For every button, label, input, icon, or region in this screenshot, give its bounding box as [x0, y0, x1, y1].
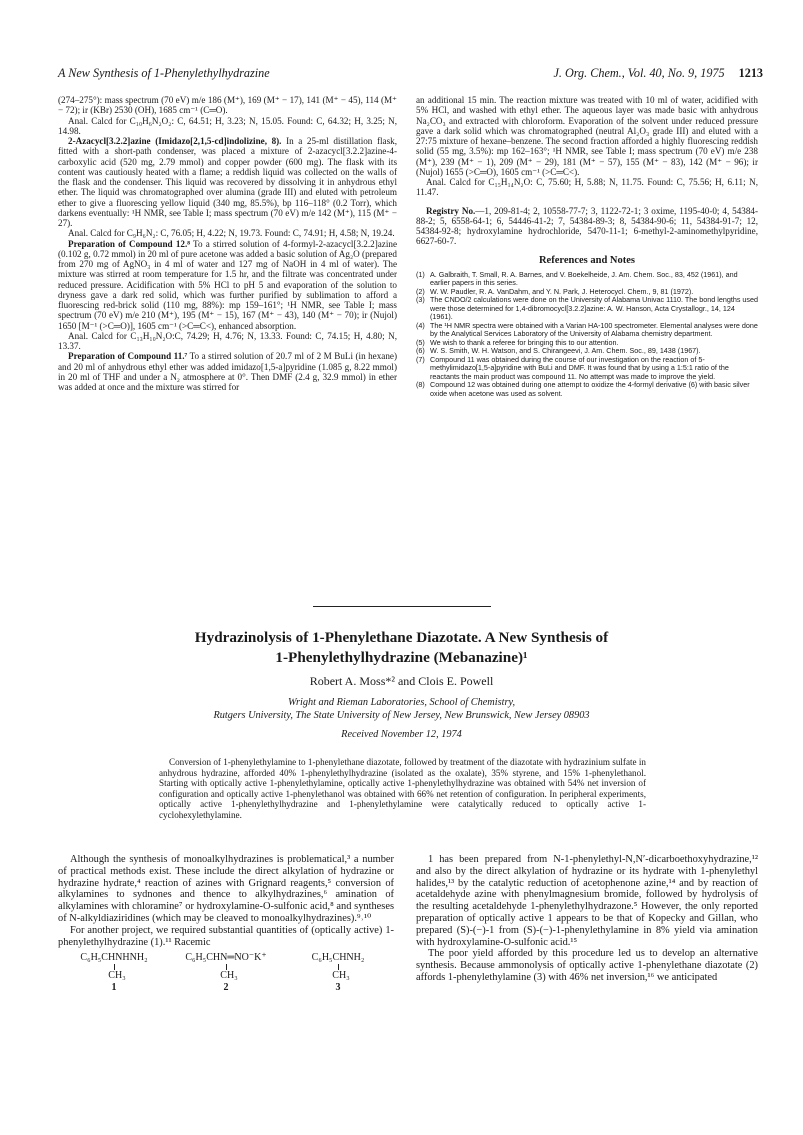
structure-2 [178, 952, 274, 994]
reference-item [416, 322, 758, 339]
reference-number: (3) [416, 295, 425, 305]
reference-number: (4) [416, 320, 425, 330]
reference-number: (2) [416, 286, 425, 296]
abstract: Conversion of 1-phenylethylamine to 1-phenylethane diazotate, followed by treatment of the diazotate with hydrazinium sulfate in anhydrous hydrazine, afforded 40% 1-phenylethylhydrazine (isolated as the oxalate), 35% styrene, and 15% 1-phenylethanol. Starting with optically active 1-phenylethylamine, optically active 1-phenylethylhydrazine was obtained with 54% net inversion of configuration and optically active 1-phenylethanol was obtained with 66% net retention of configuration. In peripheral experiments, optically active 1-phenylethylhydrazine and 1-phenylethylamine were catalytically reduced to optically active 1-cyclohexylethylamine. [159, 757, 646, 820]
methyl-group: CH₃ [108, 970, 126, 982]
reference-number: (1) [416, 269, 425, 279]
reference-text: Compound 12 was obtained during one attempt to oxidize the 4-formyl derivative (6) with basic silver oxide when acetone was used as solvent. [430, 380, 750, 398]
paragraph: Anal. Calcd for C₉H₆N₂: C, 76.05; H, 4.22; N, 19.73. Found: C, 74.91; H, 4.58; N, 19.24. [68, 228, 395, 239]
reference-text: A. Galbraith, T. Small, R. A. Barnes, and V. Boekelheide, J. Am. Chem. Soc., 83, 452 (1961), and earlier papers in this series. [430, 269, 738, 288]
body-left-column [58, 854, 394, 994]
structure-3 [290, 952, 386, 994]
references-list [416, 271, 758, 399]
reference-text: The CNDO/2 calculations were done on the University of Alabama Univac 1110. The bond lengths used were those determined for 1,4-dibromocycl[3.2.2]azine: A. W. Hanson, Acta Crystallogr., 14, 124 (1961). [430, 295, 759, 322]
registry-text: —1, 209-81-4; 2, 10558-77-7; 3, 1122-72-1; 3 oxime, 1195-40-0; 4, 54384-88-2; 5, 6558-64-1; 6, 54446-41-2; 7, 54384-89-3; 8, 54384-90-6; 11, 54384-91-7; 12, 54384-92-8; hydroxylamine hydrochloride, 5470-11-1; 6-methyl-2-aminomethylpyridine, 6627-60-7. [416, 205, 758, 247]
authors: Robert A. Moss*² and Clois E. Powell [309, 674, 494, 688]
compound-number: 3 [335, 982, 341, 994]
paragraph-text: In a 25-ml distillation flask, fitted with a short-path condenser, was placed a mixture of 2-azacycl[3.2.2]azine-4-carboxylic acid (520 mg, 2.79 mmol) and copper powder (600 mg). The flask with its content was cautiously heated with a flame; a reddish liquid was collected on the walls of the flask and the condenser. This liquid was recovered by dissolving it in anhydrous ethyl ether. The liquid was chromatographed over alumina (grade III) and eluted with petroleum ether to give a fluorescing yellow liquid (340 mg, 85.5%), bp 116–118° (0.2 Torr), which darkens eventually: ¹H NMR, see Table I; mass spectrum (70 eV) m/e 142 (M⁺), 115 (M⁺ − 27). [58, 136, 397, 228]
paragraph: an additional 15 min. The reaction mixture was treated with 10 ml of water, acidified with 5% HCl, and washed with ethyl ether. The aqueous layer was made basic with anhydrous Na₂CO₃ and extracted with chloroform. Evaporation of the solvent under reduced pressure gave a dark solid which was chromatographed (neutral Al₂O₃ grade III) and eluted with a 27:75 mixture of hexane–benzene. The second fraction afforded a highly fluorescing reddish solid (55 mg, 3.5%): mp 162–163°; ¹H NMR, see Table I; mass spectrum (70 eV) m/e 238 (M⁺), 239 (M⁺ − 1), 209 (M⁺ − 29), 181 (M⁺ − 57), 155 (M⁺ − 83), 142 (M⁺ − 96); ir (Nujol) 1655 (>C═O), 1605 cm⁻¹ (>C═C<). [416, 95, 758, 177]
paragraph: Although the synthesis of monoalkylhydrazines is problematical,³ a number of practical methods exist. These include the direct alkylation of hydrazine or hydrazine hydrate,⁴ reaction of azines with Grignard reagents,⁵ conversion of alkylamines to sydnones and thence to alkylhydrazines,⁶ amination of alkylamines with chloramine⁷ or hydroxylamine-O-sulfonic acid,⁸ and syntheses of N-alkyldiaziridines (which may be cleaved to monoalkylhydrazines).⁹˒¹⁰ [58, 854, 394, 924]
paragraph [58, 351, 397, 392]
paragraph [58, 239, 397, 331]
paragraph: 1 has been prepared from N-1-phenylethyl-N,N′-dicarboethoxyhydrazine,¹² and also by the direct alkylation of hydrazine or its hydrate with 1-phenylethyl halides,¹³ by the catalytic reduction of acetophenone azine,¹⁴ and by reaction of acetaldehyde azine with phenylmagnesium bromide, followed by hydrolysis of the resulting acetaldehyde 1-phenylethylhydrazone.⁵ However, the only reported preparation of optically active 1 appears to be that of Kopecky and Gillan, who prepared (S)-(−)-1 from (S)-(−)-1-phenylethylamine in 8% yield via amination with hydroxylamine-O-sulfonic acid.¹⁵ [416, 854, 758, 948]
chemical-structures [58, 952, 394, 994]
reference-number: (5) [416, 337, 425, 347]
structure-1 [66, 952, 162, 994]
structure-formula: C₆H₅CHNH₂ [311, 952, 365, 964]
journal-citation: J. Org. Chem., Vol. 40, No. 9, 1975 [553, 66, 725, 80]
paragraph: Anal. Calcd for C₁₃H₁₀N₂O:C, 74.29; H, 4.76; N, 13.33. Found: C, 74.15; H, 4.80; N, 13.37. [58, 330, 397, 351]
reference-number: (6) [416, 346, 425, 356]
paragraph: For another project, we required substantial quantities of (optically active) 1-phenylethylhydrazine (1).¹¹ Racemic [58, 924, 394, 948]
paragraph: (274–275°): mass spectrum (70 eV) m/e 186 (M⁺), 169 (M⁺ − 17), 141 (M⁺ − 45), 114 (M⁺ − 72); ir (KBr) 2530 (OH), 1685 cm⁻¹ (C═O). [58, 95, 397, 116]
compound-number: 1 [111, 982, 117, 994]
methyl-group: CH₃ [220, 970, 238, 982]
reference-text: W. S. Smith, W. H. Watson, and S. Chirangeevi, J. Am. Chem. Soc., 89, 1438 (1967). [430, 346, 701, 356]
reference-text: We wish to thank a referee for bringing this to our attention. [430, 337, 619, 347]
reference-item [416, 356, 758, 382]
section-heading: Preparation of Compound 12.⁸ [68, 238, 190, 249]
structure-formula: C₆H₅CHN═NO⁻K⁺ [185, 952, 267, 964]
paragraph: Anal. Calcd for C₁₅H₁₄N₂O: C, 75.60; H, 5.88; N, 11.75. Found: C, 75.56; H, 6.11; N, 11.47. [416, 177, 758, 198]
article-title [100, 628, 703, 668]
compound-number: 2 [223, 982, 229, 994]
paragraph-text: To a stirred solution of 4-formyl-2-azacycl[3.2.2]azine (0.102 g, 0.72 mmol) in 20 ml of pure acetone was added a basic solution of Ag₂O (prepared from 270 mg of AgNO₃ in 4 ml of water and 127 mg of NaOH in 4 ml of water). The mixture was stirred at room temperature for 1.5 hr, and the filtrate was concentrated under reduced pressure. Acidification with 5% HCl to pH 5 and evaporation of the solution to dryness gave a dark red solid, which was further purified by sublimation to afford a fluorescing red-brick solid (110 mg, 88%): mp 159–161°; ¹H NMR, see Table I; mass spectrum (70 eV) m/e 210 (M⁺), 195 (M⁺ − 15), 167 (M⁺ − 43), 140 (M⁺ − 70); ir (Nujol) 1650 [M⁻¹ (>C═O)], 1605 cm⁻¹ (>C═C<), enhanced absorption. [58, 238, 397, 331]
section-divider [313, 606, 491, 607]
paragraph [58, 136, 397, 228]
section-heading: 2-Azacycl[3.2.2]azine (Imidazo[2,1,5-cd]indolizine, 8). [68, 136, 282, 146]
references-heading: References and Notes [538, 254, 636, 266]
running-head [58, 66, 763, 82]
reference-text: Compound 11 was obtained during the course of our investigation on the reaction of 5-methylimidazo[1,5-a]pyridine with BuLi and DMF. It was found that by using a 1:5:1 ratio of the reactants the main product was compound 11. No attempt was made to improve the yield. [430, 354, 729, 381]
structure-formula: C₆H₅CHNHNH₂ [80, 952, 148, 964]
title-line: 1-Phenylethylhydrazine (Mebanazine)¹ [275, 649, 528, 666]
reference-text: W. W. Paudler, R. A. VanDahm, and Y. N. Park, J. Heterocycl. Chem., 9, 81 (1972). [430, 286, 694, 296]
reference-item [416, 271, 758, 288]
reference-text: The ¹H NMR spectra were obtained with a Varian HA-100 spectrometer. Elemental analyses were done by the Analytical Services Laboratory of the University of Alabama chemistry department. [430, 320, 758, 339]
registry-numbers [416, 206, 758, 247]
affiliation-line: Rutgers University, The State University of New Jersey, New Brunswick, New Jersey 08903 [213, 710, 590, 721]
reference-number: (8) [416, 380, 425, 390]
title-line: Hydrazinolysis of 1-Phenylethane Diazotate. A New Synthesis of [194, 629, 609, 646]
affiliation-line: Wright and Rieman Laboratories, School of Chemistry, [287, 697, 516, 708]
methyl-group: CH₃ [332, 970, 350, 982]
running-head-title: A New Synthesis of 1-Phenylethylhydrazine [58, 66, 270, 80]
experimental-right-column [416, 95, 758, 398]
section-heading: Preparation of Compound 11.⁷ [68, 351, 188, 362]
reference-number: (7) [416, 354, 425, 364]
affiliation [90, 696, 713, 722]
paragraph: Anal. Calcd for C₁₀H₆N₂O₂: C, 64.51; H, 3.23; N, 15.05. Found: C, 64.32; H, 3.25; N, 14.98. [58, 115, 397, 136]
body-right-column [416, 854, 758, 984]
experimental-left-column [58, 95, 397, 392]
reference-item [416, 296, 758, 322]
reference-item [416, 381, 758, 398]
received-date: Received November 12, 1974 [341, 729, 462, 740]
running-head-right [553, 66, 763, 81]
registry-heading: Registry No. [426, 205, 476, 216]
page-number: 1213 [738, 66, 763, 80]
paragraph: The poor yield afforded by this procedure led us to develop an alternative synthesis. Because ammonolysis of optically active 1-phenylethane diazotate (2) affords 1-phenylethylamine (3) with 46% net inversion,¹⁶ we anticipated [416, 948, 758, 983]
paragraph-text: To a stirred solution of 20.7 ml of 2 M BuLi (in hexane) and 20 ml of anhydrous ethyl ether was added imidazo[1,5-a]pyridine (1.085 g, 8.22 mmol) in 20 ml of THF and under a N₂ atmosphere at 0°. Then DMF (2.4 g, 32.9 mmol) in ether was added at once and the mixture was stirred for [58, 351, 397, 392]
